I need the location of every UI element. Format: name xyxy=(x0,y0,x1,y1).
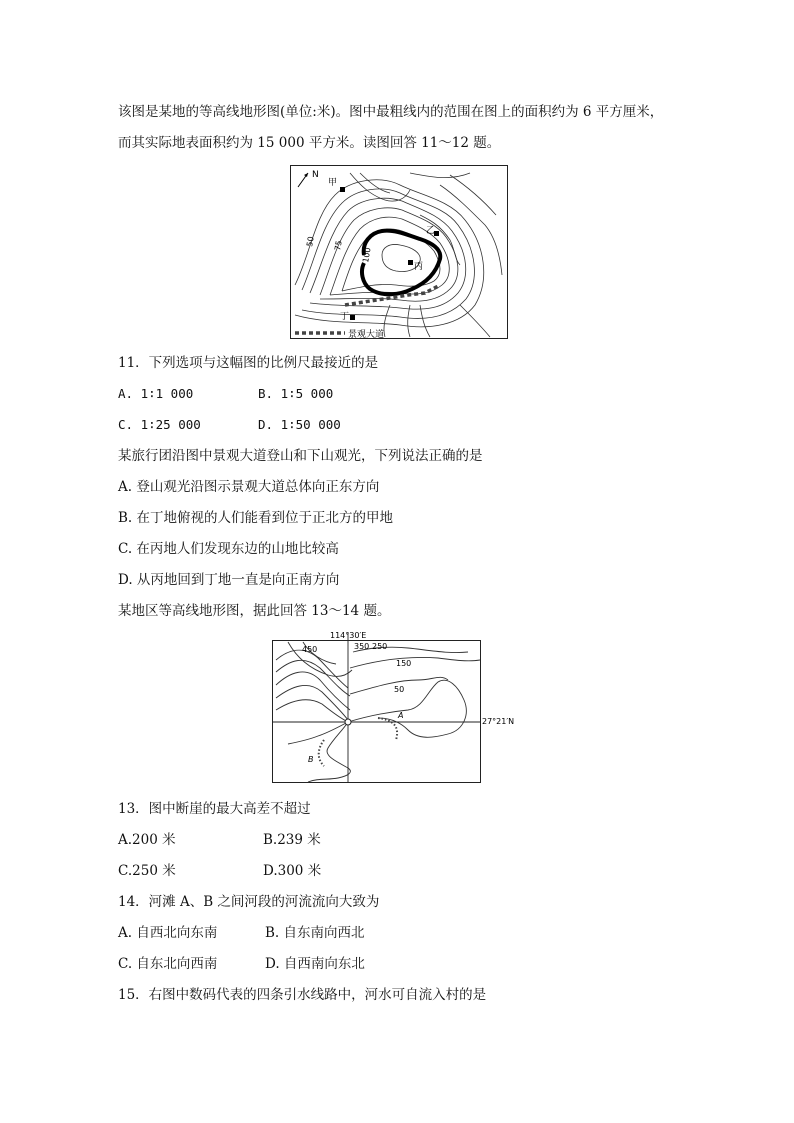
intro-line-3: 某地区等高线地形图，据此回答 13～14 题。 xyxy=(118,603,391,619)
label-ding: 丁 xyxy=(340,312,350,322)
q13-option-d: D.300 米 xyxy=(263,863,322,879)
label-yi: 乙 xyxy=(426,226,436,236)
label-jia: 甲 xyxy=(328,178,338,188)
intro-line-2: 而其实际地表面积约为 15 000 平方米。读图回答 11～12 题。 xyxy=(118,135,501,151)
q14-option-a: A. 自西北向东南 xyxy=(118,925,218,941)
q11-option-b: B. 1∶5 000 xyxy=(258,386,334,401)
intro-line-1: 该图是某地的等高线地形图(单位:米)。图中最粗线内的范围在图上的面积约为 6 平方厘米， xyxy=(118,104,664,120)
q14-option-b: B. 自东南向西北 xyxy=(265,925,365,941)
contour-350-label: 350 xyxy=(354,642,370,651)
contour-map-2 xyxy=(268,630,530,784)
q13-option-b: B.239 米 xyxy=(263,832,321,848)
contour-50-label-2: 50 xyxy=(394,685,405,694)
contour-250-label: 250 xyxy=(372,642,388,651)
q13-stem: 13．图中断崖的最大高差不超过 xyxy=(118,801,311,817)
q14-stem: 14．河滩 A、B 之间河段的河流流向大致为 xyxy=(118,894,380,910)
q14-option-c: C. 自东北向西南 xyxy=(118,956,218,972)
contour-50-label: 50 xyxy=(305,235,316,248)
q14-option-d: D. 自西南向东北 xyxy=(265,956,365,972)
contour-map-1 xyxy=(290,165,508,339)
contour-100-label: 100 xyxy=(361,246,373,264)
q11-option-d: D. 1∶50 000 xyxy=(258,417,341,432)
q15-stem: 15．右图中数码代表的四条引水线路中，河水可自流入村的是 xyxy=(118,987,487,1003)
label-B: B xyxy=(308,755,314,764)
q12-option-c: C. 在丙地人们发现东边的山地比较高 xyxy=(118,541,339,557)
contour-150-label: 150 xyxy=(396,659,412,668)
q11-stem: 11．下列选项与这幅图的比例尺最接近的是 xyxy=(118,355,379,371)
contour-450-label: 450 xyxy=(302,645,318,654)
q12-option-d: D. 从丙地回到丁地一直是向正南方向 xyxy=(118,572,340,588)
label-bing: 丙 xyxy=(414,262,424,272)
q12-option-a: A. 登山观光沿图示景观大道总体向正东方向 xyxy=(118,479,380,495)
legend-label: 景观大道 xyxy=(348,330,385,339)
q11-option-a: A. 1∶1 000 xyxy=(118,386,194,401)
q13-option-c: C.250 米 xyxy=(118,863,176,879)
q12-option-b: B. 在丁地俯视的人们能看到位于正北方的甲地 xyxy=(118,510,394,526)
q11-option-c: C. 1∶25 000 xyxy=(118,417,201,432)
longitude-label: 114°30′E xyxy=(330,631,367,640)
contour-75-label: 75 xyxy=(333,239,344,252)
q13-option-a: A.200 米 xyxy=(118,832,176,848)
north-label: N xyxy=(312,170,319,180)
latitude-label: 27°21′N xyxy=(482,717,515,726)
q12-stem: 某旅行团沿图中景观大道登山和下山观光，下列说法正确的是 xyxy=(118,448,483,464)
label-A: A xyxy=(398,711,404,720)
